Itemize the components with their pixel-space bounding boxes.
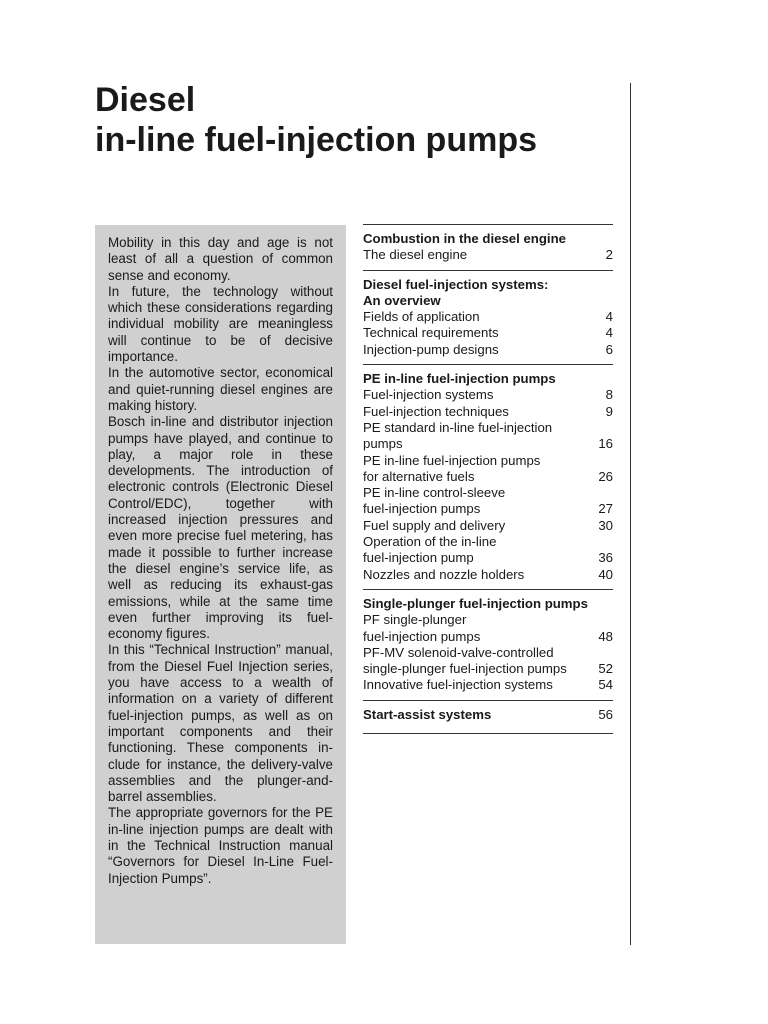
toc-entry-line: PE in-line control-sleeve bbox=[363, 485, 506, 501]
toc-heading bbox=[363, 277, 613, 310]
toc-entry-page: 36 bbox=[598, 550, 613, 566]
toc-entry-title bbox=[363, 453, 583, 486]
toc-entry-line: PE standard in-line fuel-injection bbox=[363, 419, 553, 435]
toc-entry-title: Innovative fuel-injection systems bbox=[363, 677, 553, 693]
toc-entry[interactable] bbox=[363, 518, 613, 534]
toc-entry[interactable] bbox=[363, 453, 613, 486]
toc-entry-title bbox=[363, 612, 583, 645]
toc-entry-page: 4 bbox=[605, 325, 613, 341]
table-of-contents bbox=[363, 224, 613, 734]
toc-entry[interactable] bbox=[363, 567, 613, 583]
toc-heading: Combustion in the diesel engine bbox=[363, 231, 566, 246]
toc-entry-line: for alternative fuels bbox=[363, 468, 475, 484]
toc-entry-title: Fields of application bbox=[363, 309, 480, 325]
toc-entry-title: Technical requirements bbox=[363, 325, 499, 341]
toc-entry-title: Fuel-injection techniques bbox=[363, 403, 509, 419]
toc-entry-title bbox=[363, 534, 583, 567]
toc-entry-page: 4 bbox=[605, 309, 613, 325]
toc-heading-line: Diesel fuel-injection systems: bbox=[363, 276, 549, 292]
toc-entry-page: 30 bbox=[598, 517, 613, 533]
page-title bbox=[95, 80, 537, 160]
toc-entry-line: fuel-injection pumps bbox=[363, 501, 481, 517]
toc-entry[interactable] bbox=[363, 247, 613, 263]
toc-entry-page: 2 bbox=[605, 247, 613, 263]
intro-paragraph: The appropriate governors for the PE in-line injection pumps are dealt with in the Technical Instruction manual “Governors for Diesel In-Line Fuel-Injection Pumps”. bbox=[108, 805, 333, 886]
toc-entry-line: fuel-injection pump bbox=[363, 550, 474, 566]
toc-entry-line: fuel-injection pumps bbox=[363, 628, 481, 644]
toc-section-combustion bbox=[363, 225, 613, 271]
toc-section-start-assist[interactable] bbox=[363, 701, 613, 734]
toc-entry-page: 56 bbox=[598, 706, 613, 722]
toc-entry-page: 16 bbox=[598, 436, 613, 452]
toc-entry-line: Operation of the in-line bbox=[363, 534, 497, 550]
toc-entry[interactable] bbox=[363, 342, 613, 358]
toc-entry-title: The diesel engine bbox=[363, 247, 468, 263]
toc-section-overview bbox=[363, 271, 613, 365]
intro-paragraph: Mobility in this day and age is not least of all a question of common sense and economy. bbox=[108, 235, 333, 283]
toc-entry-page: 9 bbox=[605, 403, 613, 419]
toc-entry-page: 48 bbox=[598, 628, 613, 644]
toc-entry[interactable] bbox=[363, 612, 613, 645]
title-line-1: Diesel bbox=[95, 81, 196, 119]
toc-entry-page: 52 bbox=[598, 661, 613, 677]
toc-entry[interactable] bbox=[363, 420, 613, 453]
toc-entry-line: single-plunger fuel-injection pumps bbox=[363, 661, 567, 677]
toc-entry[interactable] bbox=[363, 309, 613, 325]
toc-heading: Single-plunger fuel-injection pumps bbox=[363, 595, 588, 611]
intro-paragraph: In this “Technical Instruction” manual, from the Diesel Fuel Injection series, you have access to a wealth of information on a variety of different fuel-injection pumps, as well as on important components and their functioning. These components include for instance, the delivery-valve assemblies and the plunger-and-barrel assemblies. bbox=[108, 642, 333, 805]
toc-entry[interactable] bbox=[363, 325, 613, 341]
toc-entry[interactable] bbox=[363, 485, 613, 518]
toc-entry-title: Nozzles and nozzle holders bbox=[363, 566, 525, 582]
toc-entry[interactable] bbox=[363, 404, 613, 420]
toc-entry-page: 27 bbox=[598, 501, 613, 517]
toc-section-pe-inline bbox=[363, 365, 613, 590]
toc-heading: PE in-line fuel-injection pumps bbox=[363, 371, 556, 387]
toc-entry[interactable] bbox=[363, 387, 613, 403]
toc-section-single-plunger bbox=[363, 590, 613, 701]
toc-entry-page: 6 bbox=[605, 341, 613, 357]
toc-entry-page: 40 bbox=[598, 566, 613, 582]
intro-box bbox=[95, 225, 346, 944]
toc-heading-line: An overview bbox=[363, 292, 441, 308]
intro-paragraph: Bosch in-line and distributor injection pumps have played, and continue to play, a major role in these developments. The introduction of electronic controls (Electronic Diesel Control/EDC), together with increased injection pressures and even more precise fuel metering, has made it possible to further increase the diesel engine’s service life, as well as reducing its exhaust-gas emissions, while at the same time even further improving its fuel-economy figures. bbox=[108, 414, 333, 642]
vertical-divider bbox=[630, 83, 631, 945]
toc-entry-title bbox=[363, 420, 583, 453]
toc-entry-title bbox=[363, 485, 583, 518]
toc-entry-title: Fuel supply and delivery bbox=[363, 517, 506, 533]
toc-entry-line: PF-MV solenoid-valve-controlled bbox=[363, 644, 554, 660]
toc-entry[interactable] bbox=[363, 645, 613, 678]
title-line-2: in-line fuel-injection pumps bbox=[95, 121, 537, 159]
toc-entry-title: Injection-pump designs bbox=[363, 341, 499, 357]
toc-entry-line: PE in-line fuel-injection pumps bbox=[363, 452, 541, 468]
toc-entry-line: pumps bbox=[363, 436, 403, 452]
toc-entry-line: PF single-plunger bbox=[363, 612, 467, 628]
intro-paragraph: In future, the technology without which these considerations regarding individual mobility are meaningless will continue to be of decisive importance. bbox=[108, 283, 333, 365]
toc-entry-page: 54 bbox=[598, 677, 613, 693]
toc-entry-page: 26 bbox=[598, 468, 613, 484]
toc-entry[interactable] bbox=[363, 534, 613, 567]
intro-paragraph: In the automotive sector, economical and quiet-running diesel engines are making history. bbox=[108, 365, 333, 413]
toc-entry-page: 8 bbox=[605, 387, 613, 403]
toc-entry-title bbox=[363, 645, 583, 678]
toc-entry-title: Fuel-injection systems bbox=[363, 387, 494, 403]
toc-heading: Start-assist systems bbox=[363, 706, 492, 722]
toc-entry[interactable] bbox=[363, 677, 613, 693]
